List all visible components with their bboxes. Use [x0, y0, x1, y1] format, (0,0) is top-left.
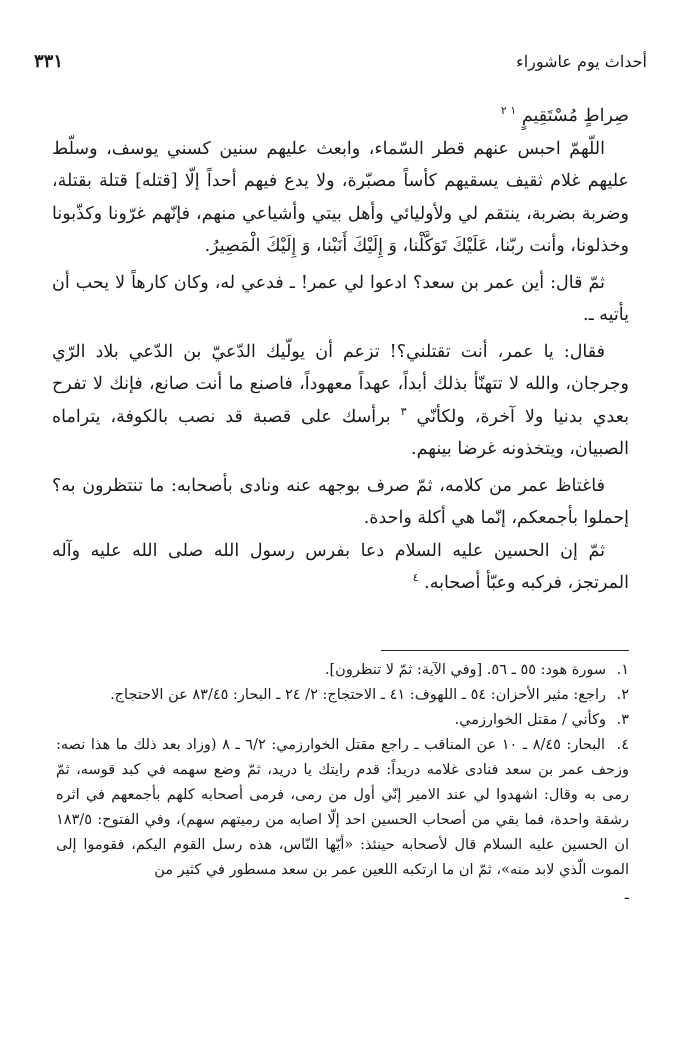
footnote [56, 683, 629, 708]
footnote-ref: ١ ٢ [500, 104, 517, 118]
paragraph-omar-anger: فاغتاظ عمر من كلامه، ثمّ صرف بوجهه عنه ونادى بأصحابه: ما تنتظرون به؟ إحملوا بأجمعكم، إنّما هي أكلة واحدة. [52, 475, 629, 528]
footnote-text: البحار: ٨/٤٥ ـ ١٠ عن المناقب ـ راجع مقتل الخوارزمي: ٦/٢ ـ ٨ (وزاد بعد ذلك ما هذا نصه: وزحف عمر بن سعد فنادى غلامه دريداً: قدم رايتك يا دريد، ثمّ وضع سهمه في كبد قوسه، ثمّ رمى به وقال: اشهدوا لي عند الامير إنّي أول من رمى، فرمى أصحابه كلهم بأجمعهم في اثره رشقة واحدة، فما بقي من أصحاب الحسين احد إلّا اصابه من رميتهم سهم)، وفي الفتوح: ١٨٣/٥ ان الحسين عليه السلام قال لأصحابه حينئذ: «أيّها النّاس، هذه رسل القوم اليكم، فقوموا إلى الموت الّذي لابد منه»، ثمّ ان ما ارتكبه اللعين عمر بن سعد مسطور في كثير من [56, 737, 629, 878]
horse-text: ثمّ إن الحسين عليه السلام دعا بفرس رسول الله صلى الله عليه وآله المرتجز، فركبه وعبّأ أصحابه. [52, 540, 629, 593]
footnote-ref: ٣ [400, 404, 407, 418]
verse-text: صِراطٍ مُسْتَقِيمٍ [521, 106, 629, 126]
footnote-number: ١. [616, 662, 629, 678]
footnote-number: ٣. [616, 712, 629, 728]
paragraph-speech [52, 336, 629, 466]
paragraph-prayer: اللّهمّ احبس عنهم قطر السّماء، وابعث عليهم سنين كسني يوسف، وسلّط عليهم غلام ثقيف يسقيهم كأساً مصبّرة، ولا يدع فيهم أحداً إلّا [قتله] قتلة بقتلة، وضربة بضربة، ينتقم لي ولأوليائي وأهل بيتي وأشياعي منهم، فإنّهم غرّونا وكذّبونا وخذلونا، وأنت ربّنا، عَلَيْكَ تَوَكَّلْنا، وَ إِلَيْكَ أَنَبْنا، وَ إِلَيْكَ الْمَصِيرُ. [52, 138, 629, 256]
page-number: ٣٣١ [34, 50, 64, 72]
footnote-text: سورة هود: ٥٥ ـ ٥٦. [وفي الآية: ثمّ لا تنظرون]. [324, 662, 606, 678]
footnote-ref: ٤ [412, 571, 419, 585]
footnote-number: ٢. [616, 687, 629, 703]
footnote-text: راجع: مثير الأحزان: ٥٤ ـ اللهوف: ٤١ ـ الاحتجاج: ٢/ ٢٤ ـ البحار: ٨٣/٤٥ عن الاحتجاج. [110, 687, 606, 703]
footnote-continuation-mark: ـ [624, 887, 629, 903]
footnote-text: وكأني / مقتل الخوارزمي. [454, 712, 606, 728]
running-title: أحداث يوم عاشوراء [516, 51, 647, 71]
footnote [56, 708, 629, 733]
footnote-number: ٤. [616, 737, 630, 753]
page-header [34, 46, 647, 76]
quran-verse-line [52, 100, 629, 133]
main-text [52, 100, 629, 600]
footnote [56, 658, 629, 683]
speech-part-2: برأسك على قصبة قد نصب بالكوفة، يتراماه الصبيان، ويتخذونه غرضا بينهم. [52, 406, 629, 459]
speech-part-1: فقال: يا عمر، أنت تقتلني؟! تزعم أن يولّيك الدّعيّ بن الدّعي بلاد الرّي وجرجان، والله لا تتهنّأ بذلك أبداً، عهداً معهوداً، فاصنع ما أنت صانع، فإنك لا تفرح بعدي بدنيا ولا آخرة، ولكأنّي [52, 341, 629, 427]
footnote-separator [381, 650, 629, 651]
footnotes [56, 658, 629, 908]
footnote [56, 733, 629, 883]
paragraph-call-omar: ثمّ قال: أين عمر بن سعد؟ ادعوا لي عمر! ـ فدعي له، وكان كارهاً لا يحب أن يأتيه ـ. [52, 272, 629, 325]
paragraph-horse [52, 535, 629, 600]
